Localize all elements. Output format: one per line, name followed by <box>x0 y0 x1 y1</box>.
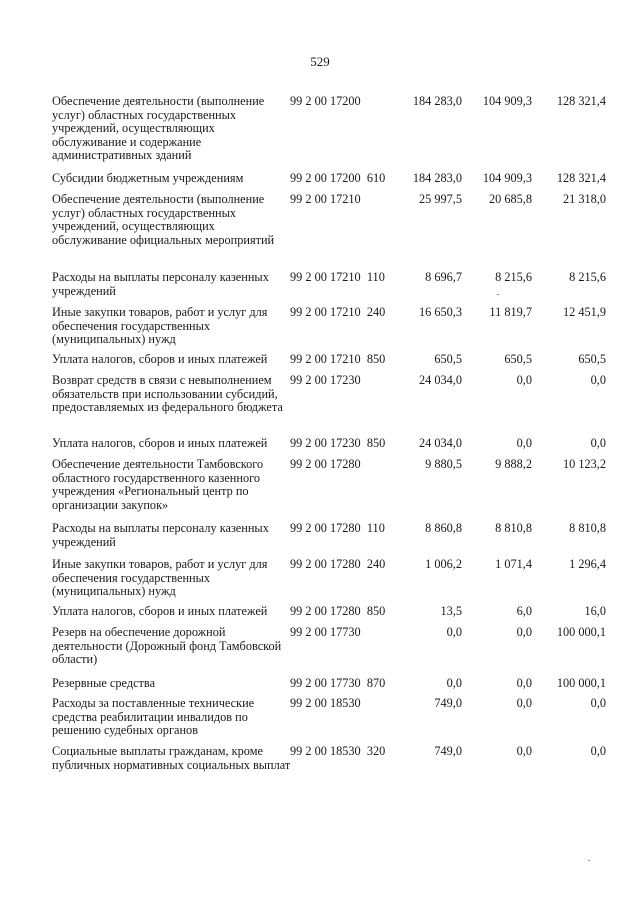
row-value-1: 650,5 <box>434 352 462 366</box>
row-description: Социальные выплаты гражданам, кроме публичных нормативных социальных выплат <box>52 744 291 772</box>
row-value-2: 9 888,2 <box>495 457 532 471</box>
row-description: Обеспечение деятельности (выполнение услуг) областных государственных учреждений, осуществляющих обслуживание официальных мероприятий <box>52 192 275 247</box>
row-description: Уплата налогов, сборов и иных платежей <box>52 436 268 450</box>
row-value-3: 100 000,1 <box>556 676 606 690</box>
row-value-3: 128 321,4 <box>556 171 606 185</box>
row-value-2: 0,0 <box>516 696 532 710</box>
row-code: 99 2 00 17230 <box>290 373 361 387</box>
row-code: 99 2 00 18530 <box>290 696 361 710</box>
row-description: Обеспечение деятельности Тамбовского областного государственного казенного учреждения «Региональный центр по организации закупок» <box>52 457 264 512</box>
row-value-1: 749,0 <box>434 696 462 710</box>
row-code: 99 2 00 17210 110 <box>290 270 385 284</box>
row-value-1: 24 034,0 <box>418 373 462 387</box>
row-description: Резервные средства <box>52 676 156 690</box>
row-value-1: 0,0 <box>446 676 462 690</box>
row-code: 99 2 00 17200 <box>290 94 361 108</box>
row-code: 99 2 00 17210 850 <box>290 352 386 366</box>
row-value-1: 9 880,5 <box>425 457 462 471</box>
row-value-1: 0,0 <box>446 625 462 639</box>
row-value-3: 128 321,4 <box>556 94 606 108</box>
row-value-2: 104 909,3 <box>482 171 532 185</box>
row-value-1: 13,5 <box>440 604 462 618</box>
row-code: 99 2 00 17230 850 <box>290 436 386 450</box>
row-code: 99 2 00 18530 320 <box>290 744 386 758</box>
scan-speck <box>588 860 590 861</box>
row-description: Расходы за поставленные технические средства реабилитации инвалидов по решению судебных органов <box>52 696 255 738</box>
row-value-3: 21 318,0 <box>562 192 606 206</box>
row-value-3: 0,0 <box>590 373 606 387</box>
page-number: 529 <box>310 54 330 69</box>
row-code: 99 2 00 17730 870 <box>290 676 386 690</box>
row-code: 99 2 00 17280 850 <box>290 604 386 618</box>
row-value-2: 0,0 <box>516 625 532 639</box>
row-value-2: 0,0 <box>516 436 532 450</box>
row-description: Расходы на выплаты персоналу казенных учреждений <box>52 270 269 298</box>
row-value-3: 12 451,9 <box>562 305 606 319</box>
row-value-2: 0,0 <box>516 373 532 387</box>
row-value-2: 20 685,8 <box>488 192 532 206</box>
row-description: Резерв на обеспечение дорожной деятельности (Дорожный фонд Тамбовской области) <box>52 625 282 667</box>
row-description: Расходы на выплаты персоналу казенных учреждений <box>52 521 269 549</box>
row-value-2: 1 071,4 <box>495 557 532 571</box>
row-description: Обеспечение деятельности (выполнение услуг) областных государственных учреждений, осуществляющих обслуживание и содержание административных зданий <box>52 94 265 163</box>
row-code: 99 2 00 17210 240 <box>290 305 386 319</box>
row-value-3: 8 810,8 <box>569 521 606 535</box>
row-value-1: 8 860,8 <box>425 521 462 535</box>
row-description: Уплата налогов, сборов и иных платежей <box>52 604 268 618</box>
row-value-1: 8 696,7 <box>425 270 462 284</box>
row-value-3: 0,0 <box>590 696 606 710</box>
row-value-1: 184 283,0 <box>412 171 462 185</box>
row-description: Иные закупки товаров, работ и услуг для обеспечения государственных (муниципальных) нужд <box>52 305 268 347</box>
row-value-2: 6,0 <box>516 604 532 618</box>
row-description: Субсидии бюджетным учреждениям <box>52 171 244 185</box>
row-value-3: 650,5 <box>578 352 606 366</box>
row-code: 99 2 00 17280 240 <box>290 557 386 571</box>
row-value-1: 24 034,0 <box>418 436 462 450</box>
row-value-1: 184 283,0 <box>412 94 462 108</box>
row-value-3: 8 215,6 <box>569 270 606 284</box>
row-value-3: 10 123,2 <box>562 457 606 471</box>
row-description: Иные закупки товаров, работ и услуг для обеспечения государственных (муниципальных) нужд <box>52 557 268 599</box>
row-description: Возврат средств в связи с невыполнением обязательств при использовании субсидий, предоставляемых из федерального бюджета <box>52 373 283 415</box>
row-value-3: 0,0 <box>590 744 606 758</box>
row-value-1: 749,0 <box>434 744 462 758</box>
row-code: 99 2 00 17280 <box>290 457 361 471</box>
row-value-3: 0,0 <box>590 436 606 450</box>
row-value-1: 16 650,3 <box>418 305 462 319</box>
row-code: 99 2 00 17200 610 <box>290 171 386 185</box>
row-code: 99 2 00 17210 <box>290 192 361 206</box>
row-code: 99 2 00 17730 <box>290 625 361 639</box>
row-value-1: 25 997,5 <box>418 192 462 206</box>
row-value-3: 100 000,1 <box>556 625 606 639</box>
row-value-2: 11 819,7 <box>489 305 532 319</box>
row-value-2: 0,0 <box>516 744 532 758</box>
row-value-3: 16,0 <box>584 604 606 618</box>
row-value-2: 104 909,3 <box>482 94 532 108</box>
row-value-2: 8 810,8 <box>495 521 532 535</box>
row-description: Уплата налогов, сборов и иных платежей <box>52 352 268 366</box>
scan-speck <box>497 294 499 295</box>
row-value-3: 1 296,4 <box>569 557 606 571</box>
row-value-2: 0,0 <box>516 676 532 690</box>
row-value-2: 8 215,6 <box>495 270 532 284</box>
row-code: 99 2 00 17280 110 <box>290 521 385 535</box>
row-value-2: 650,5 <box>504 352 532 366</box>
row-value-1: 1 006,2 <box>425 557 462 571</box>
